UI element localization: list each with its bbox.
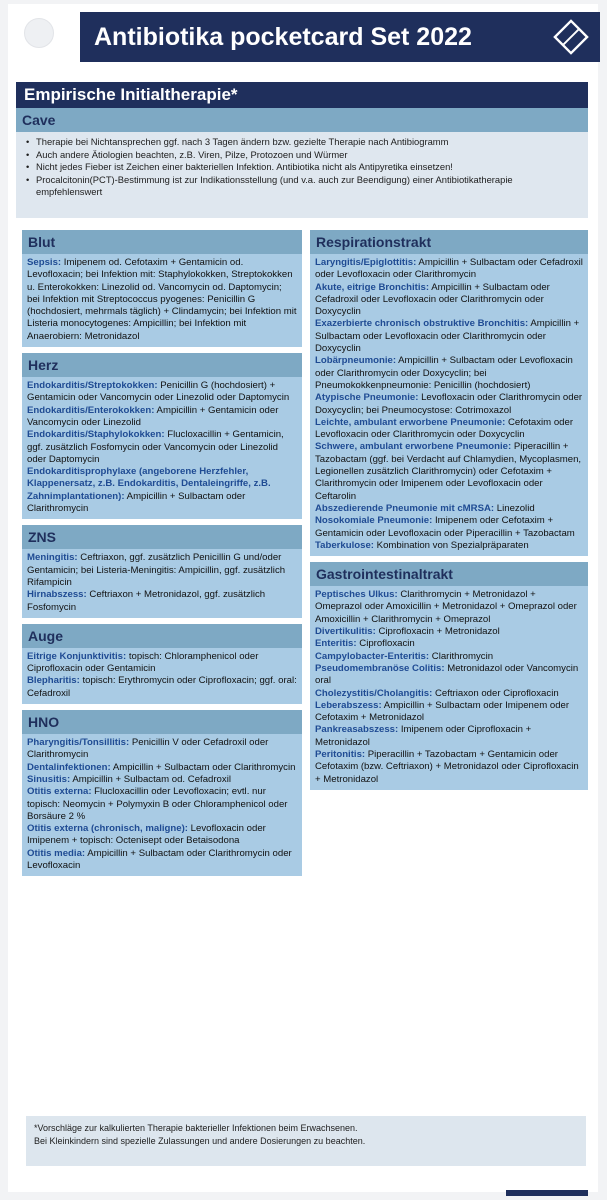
therapy-entry bbox=[315, 318, 583, 355]
indication-label: Hirnabszess: bbox=[27, 589, 87, 601]
panel-heading: Herz bbox=[22, 353, 302, 377]
indication-label: Meningitis: bbox=[27, 552, 78, 564]
therapy-entry bbox=[27, 380, 297, 405]
therapy-text: Ceftriaxon + Metronidazol, ggf. zusätzlich Fosfomycin bbox=[27, 589, 266, 613]
indication-label: Enteritis: bbox=[315, 638, 357, 650]
therapy-entry bbox=[27, 762, 297, 774]
therapy-text: Imipenem oder Cefotaxim + Gentamicin oder Levofloxacin oder Piperacillin + Tazobactam bbox=[315, 515, 575, 539]
therapy-text: topisch: Chloramphenicol oder Ciprofloxacin oder Gentamicin bbox=[27, 650, 259, 675]
therapy-entry bbox=[315, 355, 583, 392]
therapy-entry bbox=[315, 417, 583, 442]
therapy-text: Ampicillin + Sulbactam oder Levofloxacin oder Clarithromycin oder Doxycyclin bbox=[315, 318, 580, 355]
panel-auge bbox=[22, 624, 302, 704]
indication-label: Endokarditisprophylaxe (angeborene Herzfehler, Klappenersatz, z.B. Endokarditis, Dentaleingriffe, z.B. Zahnimplantationen): bbox=[27, 466, 271, 502]
therapy-text: Clarithromycin + Metronidazol + Omeprazol oder Amoxicillin + Metronidazol + Omeprazol oder Amoxicillin + Clarithromycin + Omeprazol bbox=[315, 589, 577, 625]
therapy-text: topisch: Erythromycin oder Ciprofloxacin; ggf. oral: Cefadroxil bbox=[27, 675, 297, 699]
therapy-text: Ampicillin + Sulbactam oder Clarithromycin bbox=[27, 490, 246, 515]
therapy-text: Ciprofloxacin bbox=[356, 638, 415, 650]
therapy-entry bbox=[27, 257, 297, 343]
indication-label: Sinusitis: bbox=[27, 773, 71, 785]
therapy-text: Imipenem oder Ciprofloxacin + Metronidazol bbox=[315, 724, 532, 748]
indication-label: Leichte, ambulant erworbene Pneumonie: bbox=[315, 416, 506, 428]
panel-body bbox=[310, 586, 588, 790]
indication-label: Blepharitis: bbox=[27, 675, 80, 687]
panel-body bbox=[310, 254, 588, 556]
therapy-entry bbox=[27, 552, 297, 589]
panel-body bbox=[22, 549, 302, 617]
indication-label: Pankreasabszess: bbox=[315, 724, 399, 736]
indication-label: Endokarditis/Staphylokokken: bbox=[27, 429, 165, 441]
cave-heading: Cave bbox=[16, 108, 588, 132]
therapy-text: Ampicillin + Gentamicin oder Vancomycin oder Linezolid bbox=[27, 404, 279, 428]
panel-zns bbox=[22, 525, 302, 617]
indication-label: Nosokomiale Pneumonie: bbox=[315, 515, 433, 527]
therapy-entry bbox=[315, 589, 583, 626]
indication-label: Sepsis: bbox=[27, 257, 62, 268]
therapy-text: Ampicillin + Sulbactam oder Cefadroxil oder Levofloxacin oder Clarithromycin oder Doxycyclin bbox=[315, 281, 550, 318]
right-column bbox=[310, 230, 588, 796]
panel-heading: Respirationstrakt bbox=[310, 230, 588, 254]
cave-list bbox=[16, 132, 588, 199]
therapy-entry bbox=[315, 257, 583, 282]
therapy-text: Ampicillin + Sulbactam oder Cefadroxil oder Levofloxacin oder Clarithromycin bbox=[315, 257, 583, 281]
therapy-entry bbox=[315, 392, 583, 417]
therapy-entry bbox=[315, 626, 583, 638]
panel-body bbox=[22, 734, 302, 876]
panel-body bbox=[22, 254, 302, 347]
therapy-entry bbox=[27, 466, 297, 515]
panel-heading: Gastrointestinaltrakt bbox=[310, 562, 588, 586]
indication-label: Eitrige Konjunktivitis: bbox=[27, 650, 127, 662]
therapy-text: Ampicillin + Sulbactam oder Levofloxacin oder Clarithromycin oder Doxycyclin; bei Pneumokokkenpneumonie: Penicillin (hochdosiert) bbox=[315, 355, 573, 391]
therapy-text: Kombination von Spezialpräparaten bbox=[374, 539, 529, 551]
page-title bbox=[80, 12, 600, 62]
indication-label: Peritonitis: bbox=[315, 748, 366, 760]
cave-item: • Auch andere Ätiologien beachten, z.B. Viren, Pilze, Protozoen und Würmer bbox=[26, 149, 580, 162]
therapy-entry bbox=[315, 651, 583, 663]
therapy-entry bbox=[27, 848, 297, 873]
therapy-text: Ampicillin + Sulbactam od. Cefadroxil bbox=[70, 773, 231, 785]
therapy-text: Penicillin V oder Cefadroxil oder Clarithromycin bbox=[27, 737, 269, 761]
indication-label: Otitis media: bbox=[27, 847, 86, 859]
therapy-text: Levofloxacin oder Imipenem + topisch: Octenisept oder Betaisodona bbox=[27, 823, 266, 847]
indication-label: Exazerbierte chronisch obstruktive Bronchitis: bbox=[315, 318, 529, 330]
indication-label: Schwere, ambulant erworbene Pneumonie: bbox=[315, 441, 512, 453]
therapy-text: Ampicillin + Sulbactam oder Clarithromycin oder Levofloxacin bbox=[27, 847, 292, 871]
indication-label: Dentalinfektionen: bbox=[27, 761, 111, 773]
therapy-entry bbox=[315, 282, 583, 319]
panel-heading: ZNS bbox=[22, 525, 302, 549]
section-title: Empirische Initialtherapie* bbox=[16, 82, 588, 108]
cave-panel bbox=[16, 108, 588, 218]
pocketcard bbox=[8, 4, 598, 1192]
indication-label: Taberkulose: bbox=[315, 539, 375, 551]
therapy-entry bbox=[315, 515, 583, 540]
left-column bbox=[22, 230, 302, 882]
therapy-entry bbox=[315, 663, 583, 688]
therapy-text: Ceftriaxon, ggf. zusätzlich Penicillin G und/oder Gentamicin; bei Listeria-Meningitis: Ampicillin, ggf. zusätzlich Rifampicin bbox=[27, 552, 286, 588]
therapy-text: Ceftriaxon oder Ciprofloxacin bbox=[432, 687, 559, 699]
indication-label: Divertikulitis: bbox=[315, 626, 376, 638]
therapy-text: Clarithromycin bbox=[429, 650, 494, 662]
indication-label: Endokarditis/Enterokokken: bbox=[27, 404, 155, 416]
indication-label: Leberabszess: bbox=[315, 699, 382, 711]
therapy-entry bbox=[315, 638, 583, 650]
therapy-entry bbox=[315, 503, 583, 515]
therapy-entry bbox=[315, 688, 583, 700]
indication-label: Lobärpneumonie: bbox=[315, 355, 397, 367]
panel-body bbox=[22, 648, 302, 704]
panel-gastrointestinaltrakt bbox=[310, 562, 588, 790]
therapy-text: Metronidazol oder Vancomycin oral bbox=[315, 662, 579, 687]
therapy-entry bbox=[27, 737, 297, 762]
therapy-text: Ampicillin + Sulbactam oder Imipenem oder Cefotaxim + Metronidazol bbox=[315, 699, 570, 724]
cave-item: • Therapie bei Nichtansprechen ggf. nach 3 Tagen ändern bzw. gezielte Therapie nach Antibiogramm bbox=[26, 136, 580, 149]
therapy-entry bbox=[315, 540, 583, 552]
indication-label: Pseudomembranöse Colitis: bbox=[315, 662, 445, 674]
therapy-text: Ampicillin + Sulbactam oder Clarithromycin bbox=[110, 761, 296, 773]
footnote bbox=[26, 1116, 586, 1166]
indication-label: Laryngitis/Epiglottitis: bbox=[315, 257, 417, 268]
therapy-text: Linezolid bbox=[494, 502, 535, 514]
panel-hno bbox=[22, 710, 302, 876]
indication-label: Endokarditis/Streptokokken: bbox=[27, 380, 158, 392]
therapy-entry bbox=[27, 823, 297, 848]
therapy-text: Levofloxacin oder Clarithromycin oder Doxycyclin; bei Pneumocystose: Cotrimoxazol bbox=[315, 392, 583, 416]
page-title-text: Antibiotika pocketcard Set 2022 bbox=[94, 22, 472, 51]
therapy-entry bbox=[315, 441, 583, 502]
indication-label: Otitis externa: bbox=[27, 786, 92, 798]
cave-item: • Procalcitonin(PCT)-Bestimmung ist zur Indikationsstellung (und v.a. auch zur Beendigung) einer Antibiotikatherapie empfehlenswert bbox=[26, 174, 580, 199]
therapy-entry bbox=[27, 774, 297, 786]
therapy-text: Flucloxacillin + Gentamicin, ggf. zusätzlich Fosfomycin oder Vancomycin oder Linezolid oder Daptomycin bbox=[27, 429, 284, 465]
indication-label: Campylobacter-Enteritis: bbox=[315, 650, 430, 662]
panel-heading: HNO bbox=[22, 710, 302, 734]
therapy-text: Piperacillin + Tazobactam + Gentamicin oder Cefotaxim (bzw. Ceftriaxon) + Metronidazol oder Ciprofloxacin + Metronidazol bbox=[315, 748, 579, 785]
panel-respirationstrakt bbox=[310, 230, 588, 556]
panel-heading: Blut bbox=[22, 230, 302, 254]
indication-label: Abszedierende Pneumonie mit cMRSA: bbox=[315, 502, 495, 514]
therapy-entry bbox=[27, 405, 297, 430]
cave-item: • Nicht jedes Fieber ist Zeichen einer bakteriellen Infektion. Antibiotika nicht als Antipyretika einsetzen! bbox=[26, 161, 580, 174]
therapy-entry bbox=[27, 675, 297, 700]
corner-mark bbox=[506, 1190, 588, 1196]
indication-label: Cholezystitis/Cholangitis: bbox=[315, 687, 433, 699]
footnote-line: *Vorschläge zur kalkulierten Therapie bakterieller Infektionen beim Erwachsenen. bbox=[34, 1123, 358, 1133]
therapy-text: Penicillin G (hochdosiert) + Gentamicin oder Vancomycin oder Linezolid oder Daptomycin bbox=[27, 380, 290, 404]
panel-body bbox=[22, 377, 302, 519]
panel-herz bbox=[22, 353, 302, 519]
indication-label: Otitis externa (chronisch, maligne): bbox=[27, 823, 188, 835]
therapy-entry bbox=[27, 589, 297, 614]
indication-label: Atypische Pneumonie: bbox=[315, 392, 419, 404]
therapy-text: Flucloxacillin oder Levofloxacin; evtl. nur topisch: Neomycin + Polymyxin B oder Chloramphenicol oder Borsäure 2 % bbox=[27, 786, 288, 822]
therapy-entry bbox=[315, 700, 583, 725]
indication-label: Pharyngitis/Tonsillitis: bbox=[27, 737, 130, 749]
therapy-text: Imipenem od. Cefotaxim + Gentamicin od. Levofloxacin; bei Infektion mit: Staphylokokken, Streptokokken u. Enterokokken: Linezolid od. Vancomycin od. Daptomycin; bei Infektion mit Streptococcus pyogenes: Penicillin G (hochdosiert, mehrmals täglich) + Clindamycin; bei Infektion mit Listeria monocytogenes: Ampicillin; bei Infektion mit Anaerobiern: Metronidazol bbox=[27, 257, 297, 342]
panel-heading: Auge bbox=[22, 624, 302, 648]
therapy-text: Piperacillin + Tazobactam (ggf. bei Verdacht auf Chlamydien, Mycoplasmen, Legionellen zusätzlich Clarithromycin) oder Cefotaxim + Clarithromycin oder Imipenem oder Levofloxacin oder Ceftarolin bbox=[315, 441, 582, 502]
therapy-entry bbox=[315, 749, 583, 786]
therapy-text: Cefotaxim oder Levofloxacin oder Clarithromycin oder Doxycyclin bbox=[315, 416, 574, 441]
therapy-entry bbox=[27, 651, 297, 676]
therapy-entry bbox=[27, 429, 297, 466]
indication-label: Peptisches Ulkus: bbox=[315, 589, 398, 601]
therapy-text: Ciprofloxacin + Metronidazol bbox=[375, 626, 500, 638]
indication-label: Akute, eitrige Bronchitis: bbox=[315, 281, 430, 293]
therapy-entry bbox=[315, 724, 583, 749]
pill-logo-icon bbox=[552, 18, 590, 56]
punch-hole bbox=[24, 18, 54, 48]
therapy-entry bbox=[27, 786, 297, 823]
footnote-line: Bei Kleinkindern sind spezielle Zulassungen und andere Dosierungen zu beachten. bbox=[34, 1136, 366, 1146]
panel-blut bbox=[22, 230, 302, 347]
